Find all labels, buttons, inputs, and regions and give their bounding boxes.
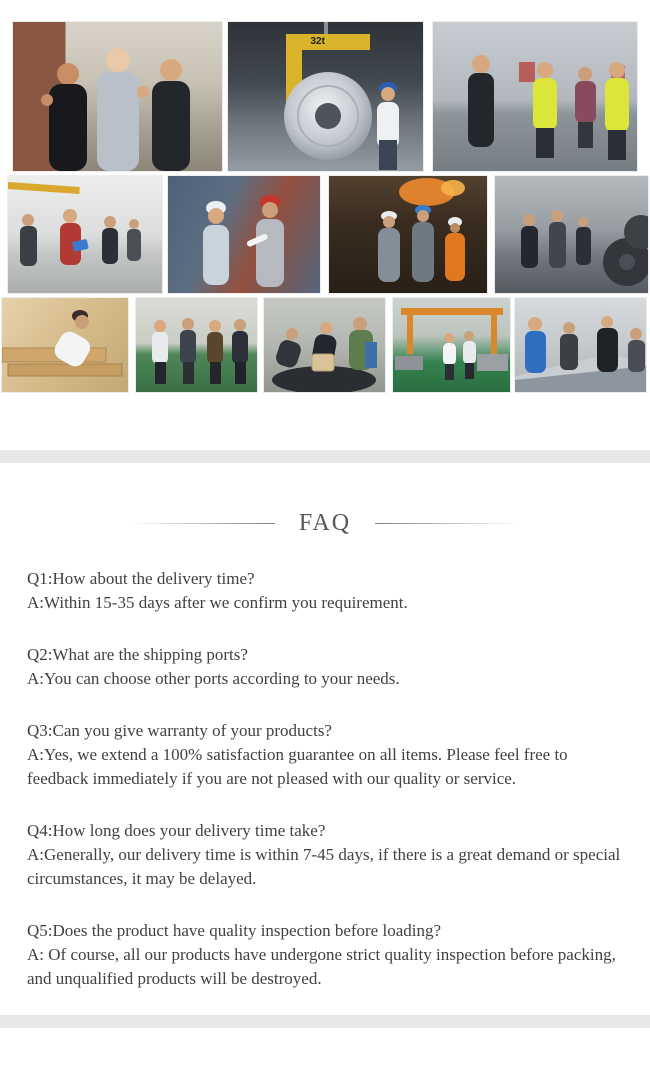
- title-rule-left: [129, 523, 275, 524]
- faq-item-4: [27, 819, 623, 891]
- crane-capacity-label: 32t: [310, 36, 325, 47]
- faq-heading: [0, 507, 650, 539]
- photo-factory-aisle-tour: [8, 176, 162, 293]
- photo-product-inspection-group: [264, 298, 385, 392]
- faq-answer-5: A: Of course, all our products have undergone strict quality inspection before packing, and unqualified products will be destroyed.: [27, 945, 616, 988]
- photo-warehouse-coils-walk: [495, 176, 648, 293]
- photo-steel-coil-crane: [228, 22, 423, 171]
- section-divider-bottom: [0, 1015, 650, 1028]
- faq-item-2: [27, 643, 623, 691]
- photo-gantry-crane-warehouse: [393, 298, 510, 392]
- section-divider-top: [0, 450, 650, 463]
- faq-answer-2: A:You can choose other ports according to your needs.: [27, 669, 400, 688]
- photo-safety-vest-tour: [433, 22, 637, 171]
- faq-item-3: [27, 719, 623, 791]
- faq-answer-3: A:Yes, we extend a 100% satisfaction guarantee on all items. Please feel free to feedback immediately if you are not pleased with our quality or service.: [27, 745, 568, 788]
- people-silhouette-graphic: [13, 22, 222, 171]
- warehouse-walk-graphic: [495, 176, 648, 293]
- photo-steel-sheets-customers: [515, 298, 646, 392]
- faq-answer-4: A:Generally, our delivery time is within 7-45 days, if there is a great demand or special circumstances, it may be delayed.: [27, 845, 621, 888]
- photo-foundry-inspection: [329, 176, 487, 293]
- gantry-crane-graphic: [393, 298, 510, 392]
- steel-coil-graphic: [228, 22, 423, 171]
- faq-question-3: Q3:Can you give warranty of your products?: [27, 721, 332, 740]
- photo-engineers-hard-hats: [168, 176, 320, 293]
- foundry-graphic: [329, 176, 487, 293]
- engineers-graphic: [168, 176, 320, 293]
- inspection-group-graphic: [264, 298, 385, 392]
- photo-staff-group-green-floor: [136, 298, 257, 392]
- faq-answer-1: A:Within 15-35 days after we confirm you requirement.: [27, 593, 408, 612]
- faq-item-1: [27, 567, 623, 615]
- photo-wooden-crate-check: [2, 298, 128, 392]
- factory-photo-gallery: [0, 0, 650, 392]
- tour-group-graphic: [8, 176, 162, 293]
- title-rule-right: [375, 523, 521, 524]
- faq-title: FAQ: [298, 509, 352, 536]
- photo-customers-thumbs-up: [13, 22, 222, 171]
- faq-item-5: [27, 919, 623, 991]
- faq-question-1: Q1:How about the delivery time?: [27, 569, 255, 588]
- faq-list: [27, 567, 623, 991]
- crate-check-graphic: [2, 298, 128, 392]
- faq-question-4: Q4:How long does your delivery time take?: [27, 821, 326, 840]
- staff-group-graphic: [136, 298, 257, 392]
- faq-section: [0, 507, 650, 991]
- visitors-silhouette-graphic: [433, 22, 637, 171]
- faq-question-2: Q2:What are the shipping ports?: [27, 645, 248, 664]
- faq-question-5: Q5:Does the product have quality inspection before loading?: [27, 921, 442, 940]
- steel-sheets-graphic: [515, 298, 646, 392]
